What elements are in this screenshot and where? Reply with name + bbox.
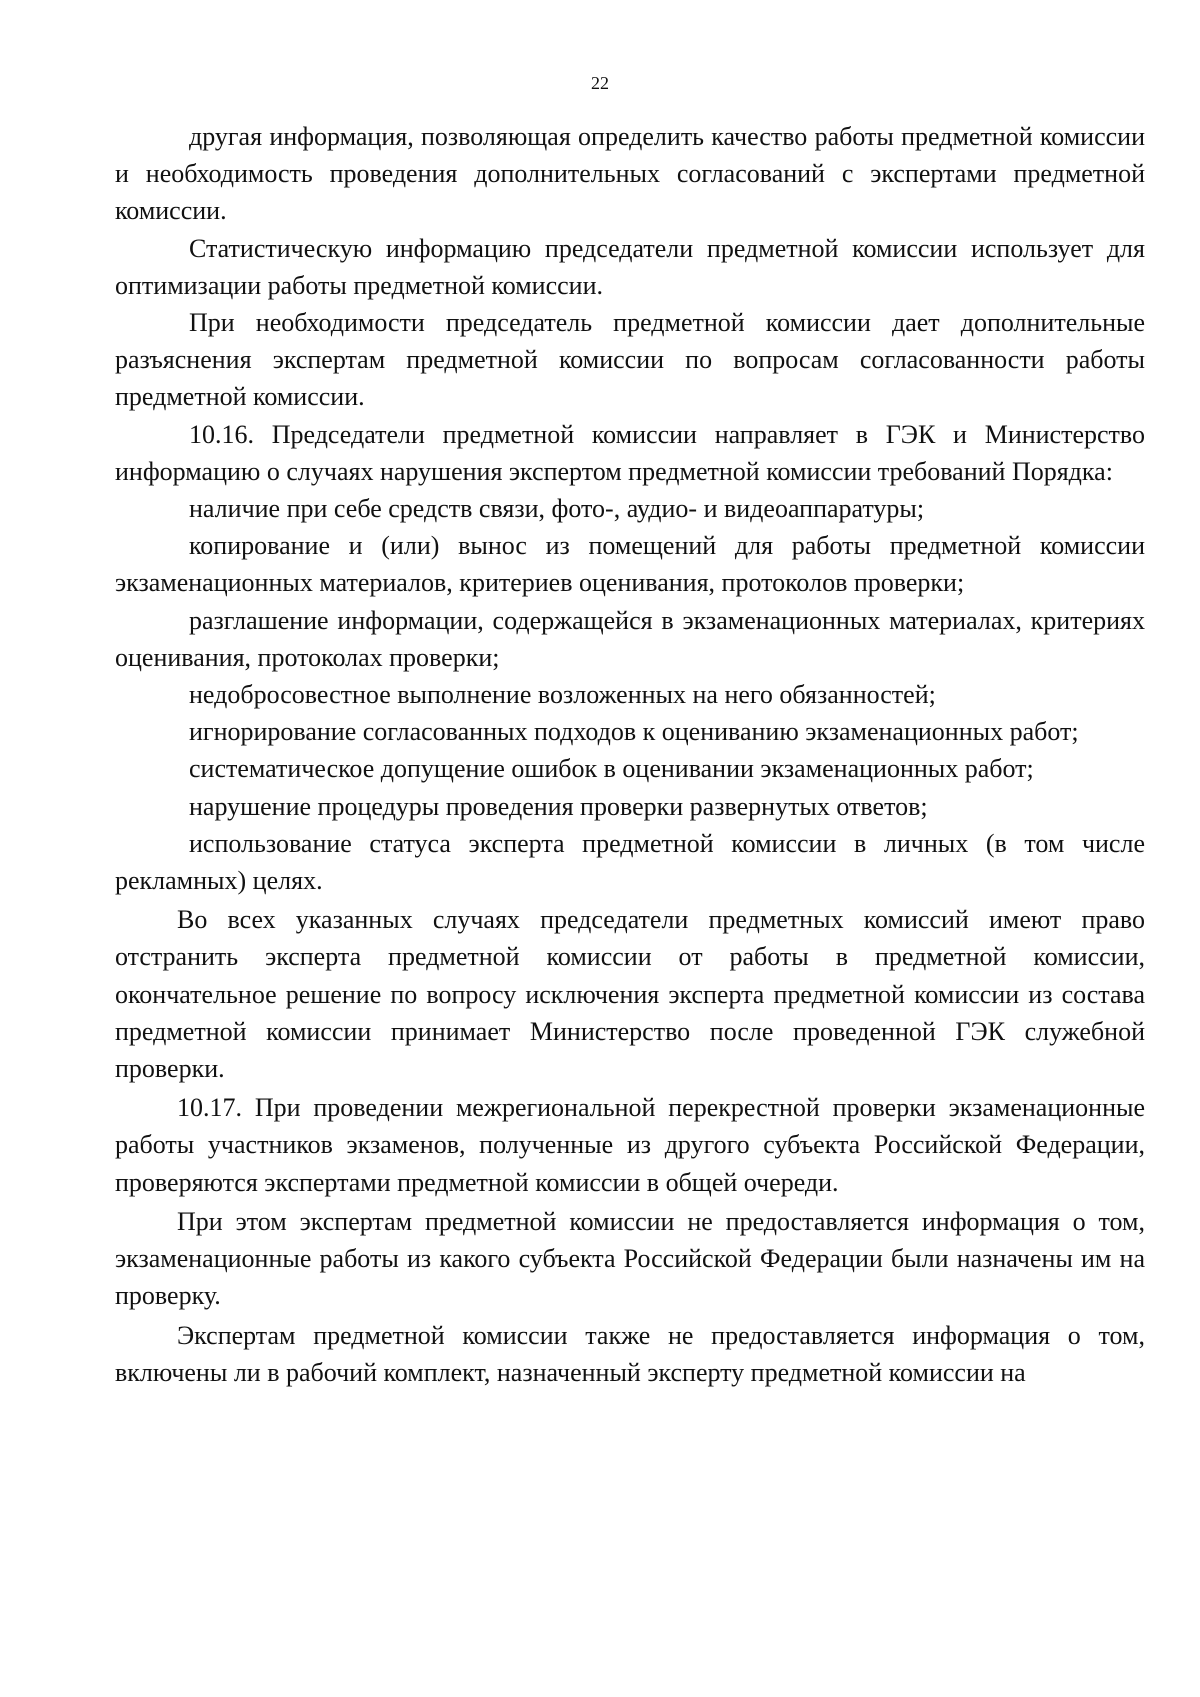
list-item-ignoring-approaches: игнорирование согласованных подходов к оцениванию экзаменационных работ; bbox=[189, 717, 1079, 747]
list-item-status-misuse: использование статуса эксперта предметной комиссии в личных (в том числе рекламных) целях. bbox=[115, 828, 1145, 896]
list-item-procedure-violation: нарушение процедуры проведения проверки развернутых ответов; bbox=[189, 791, 928, 821]
list-item-disclosure: разглашение информации, содержащейся в экзаменационных материалах, критериях оценивания, протоколах проверки; bbox=[115, 605, 1145, 672]
paragraph-other-information: другая информация, позволяющая определить качество работы предметной комиссии и необходимость проведения дополнительных согласований с экспертами предметной комиссии. bbox=[115, 122, 1145, 226]
paragraph-clause-10-16: 10.16. Председатели предметной комиссии направляет в ГЭК и Министерство информацию о случаях нарушения экспертом предметной комиссии требований Порядка: bbox=[115, 419, 1145, 486]
paragraph-clause-10-17: 10.17. При проведении межрегиональной перекрестной проверки экзаменационные работы участников экзаменов, полученные из другого субъекта Российской Федерации, проверяются экспертами предметной комиссии в общей очереди. bbox=[115, 1093, 1145, 1197]
paragraph-additional-explanations: При необходимости председатель предметной комиссии дает дополнительные разъяснения экспертам предметной комиссии по вопросам согласованности работы предметной комиссии. bbox=[115, 308, 1145, 412]
paragraph-statistical-information: Статистическую информацию председатели предметной комиссии использует для оптимизации работы предметной комиссии. bbox=[115, 233, 1145, 300]
list-item-copying-materials: копирование и (или) вынос из помещений для работы предметной комиссии экзаменационных материалов, критериев оценивания, протоколов проверки; bbox=[115, 531, 1145, 598]
paragraph-suspension-right: Во всех указанных случаях председатели предметных комиссий имеют право отстранить эксперта предметной комиссии от работы в предметной комиссии, окончательное решение по вопросу исключения эксперта предметной комиссии из состава предметной комиссии принимает Министерство после проведенной ГЭК служебной проверки. bbox=[115, 905, 1145, 1084]
paragraph-no-kit-info: Экспертам предметной комиссии также не предоставляется информация о том, включены ли в рабочий комплект, назначенный эксперту предметной комиссии на bbox=[115, 1320, 1145, 1387]
document-body bbox=[115, 118, 1145, 1391]
list-item-communication-devices: наличие при себе средств связи, фото-, аудио- и видеоаппаратуры; bbox=[189, 494, 925, 524]
page-number: 22 bbox=[591, 73, 609, 93]
list-item-systematic-errors: систематическое допущение ошибок в оценивании экзаменационных работ; bbox=[189, 754, 1034, 784]
paragraph-no-region-info: При этом экспертам предметной комиссии не предоставляется информация о том, экзаменационные работы из какого субъекта Российской Федерации были назначены им на проверку. bbox=[115, 1206, 1145, 1311]
list-item-bad-faith: недобросовестное выполнение возложенных на него обязанностей; bbox=[189, 680, 936, 710]
